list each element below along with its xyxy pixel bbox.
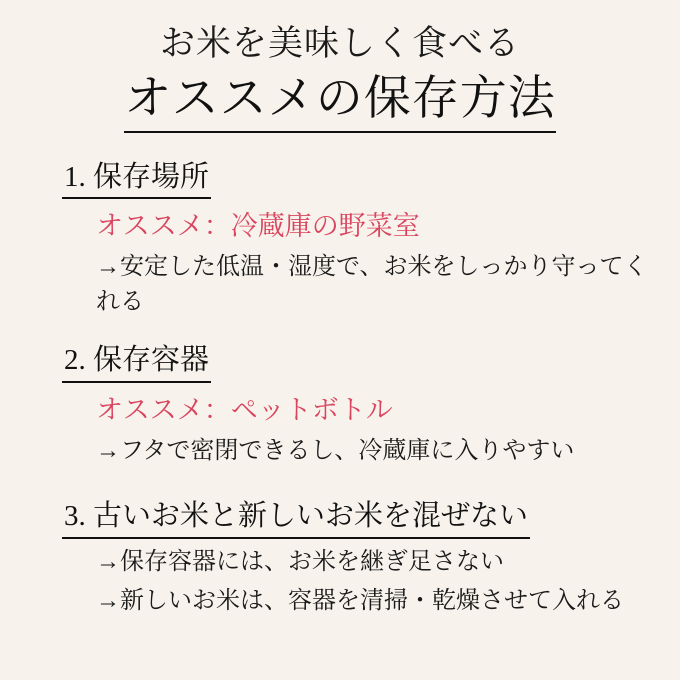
section-heading: 2. 保存容器 [62,342,211,383]
section-heading: 3. 古いお米と新しいお米を混ぜない [62,498,530,539]
poster-subtitle: お米を美味しく食べる [159,24,520,63]
section-recommendation: オススメ：ペットボトル [96,394,393,425]
section-note: →フタで密閉できるし、冷蔵庫に入りやすい [96,437,575,464]
section-do-not-mix-rice [26,498,654,618]
section-note: →新しいお米は、容器を清掃・乾燥させて入れる [96,587,624,614]
spacer [26,484,654,498]
section-note: →保存容器には、お米を継ぎ足さない [96,549,504,576]
section-recommendation: オススメ：冷蔵庫の野菜室 [96,211,420,242]
section-note: →安定した低温・湿度で、お米をしっかり守ってくれる [96,254,648,316]
poster-header [26,22,654,133]
poster-content [26,159,654,619]
page-title: オススメの保存方法 [124,70,556,133]
section-storage-container [26,342,654,469]
section-heading: 1. 保存場所 [62,159,211,200]
section-storage-location [26,159,654,320]
